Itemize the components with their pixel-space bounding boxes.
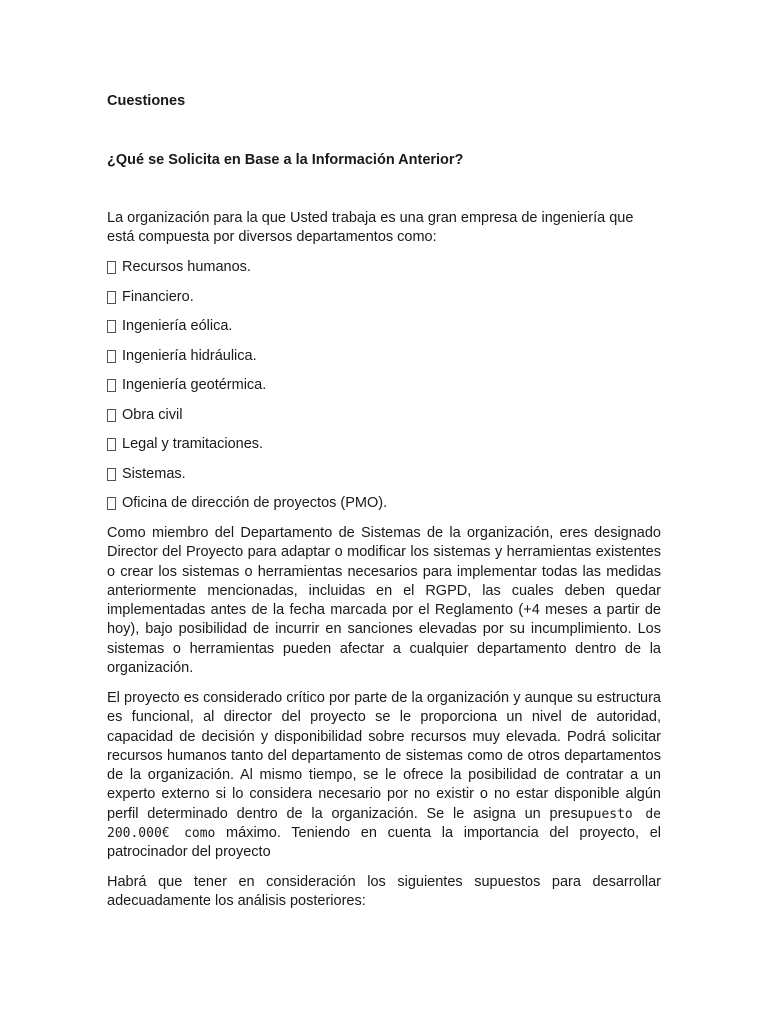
- list-item: [107, 376, 387, 406]
- list-item: [107, 288, 387, 318]
- intro-paragraph: La organización para la que Usted trabaja es una gran empresa de ingeniería que está compuesta por diversos departamentos como:: [107, 210, 634, 246]
- list-item: [107, 317, 387, 347]
- bullet-box-icon: [107, 291, 116, 304]
- list-item: [107, 435, 387, 465]
- list-item-label: Legal y tramitaciones.: [122, 436, 264, 452]
- list-item-label: Sistemas.: [122, 465, 186, 482]
- bullet-box-icon: [107, 497, 116, 510]
- project-text-start: El proyecto es considerado crítico por parte de la organización y aunque su estructura es funcional, al director del proyecto se le proporciona un nivel de autoridad, capacidad de decisión y disponibilidad sobre recursos muy elevada. Podrá solicitar recursos humanos tanto del departamento de sistemas como de otros departamentos de la organización. Al mismo tiempo, se le ofrece la posibilidad de contratar a un experto externo si lo considera necesario por no existir o no estar disponible algún perfil determinado dentro de la organización. Se le asigna un presu: [107, 690, 661, 822]
- list-item: [107, 347, 387, 377]
- budget-text: puesto de 200.000€ como: [107, 806, 661, 842]
- question-heading: ¿Qué se Solicita en Base a la Información Anterior?: [107, 152, 464, 168]
- list-item: [107, 258, 387, 288]
- bullet-box-icon: [107, 468, 116, 481]
- project-text-end: máximo. Teniendo en cuenta la importancia del proyecto, el patrocinador del proyecto: [107, 825, 661, 861]
- list-item-label: Financiero.: [122, 288, 194, 305]
- list-item-label: Oficina de dirección de proyectos (PMO).: [122, 495, 388, 511]
- list-item-label: Ingeniería hidráulica.: [122, 347, 257, 364]
- list-item-label: Ingeniería geotérmica.: [122, 377, 267, 393]
- assumptions-paragraph: Habrá que tener en consideración los siguientes supuestos para desarrollar adecuadamente los análisis posteriores:: [107, 874, 661, 910]
- bullet-box-icon: [107, 438, 116, 451]
- bullet-box-icon: [107, 261, 116, 274]
- list-item: [107, 494, 387, 524]
- list-item: [107, 406, 387, 436]
- bullet-box-icon: [107, 409, 116, 422]
- list-item: [107, 465, 387, 495]
- department-list: [107, 258, 387, 524]
- list-item-label: Ingeniería eólica.: [122, 318, 233, 334]
- project-paragraph: [107, 689, 661, 863]
- bullet-box-icon: [107, 320, 116, 333]
- list-item-label: Recursos humanos.: [122, 259, 251, 275]
- bullet-box-icon: [107, 379, 116, 392]
- section-heading: Cuestiones: [107, 93, 186, 109]
- list-item-label: Obra civil: [122, 406, 183, 423]
- role-paragraph: Como miembro del Departamento de Sistemas de la organización, eres designado Director del Proyecto para adaptar o modificar los sistemas y herramientas existentes o crear los sistemas o herramientas necesarios para implementar todas las medidas anteriormente mencionadas, incluidas en el RGPD, las cuales deben quedar implementadas antes de la fecha marcada por el Reglamento (+4 meses a partir de hoy), bajo posibilidad de incurrir en sanciones elevadas por su incumplimiento. Los sistemas o herramientas pueden afectar a cualquier departamento dentro de la organización.: [107, 525, 661, 677]
- bullet-box-icon: [107, 350, 116, 363]
